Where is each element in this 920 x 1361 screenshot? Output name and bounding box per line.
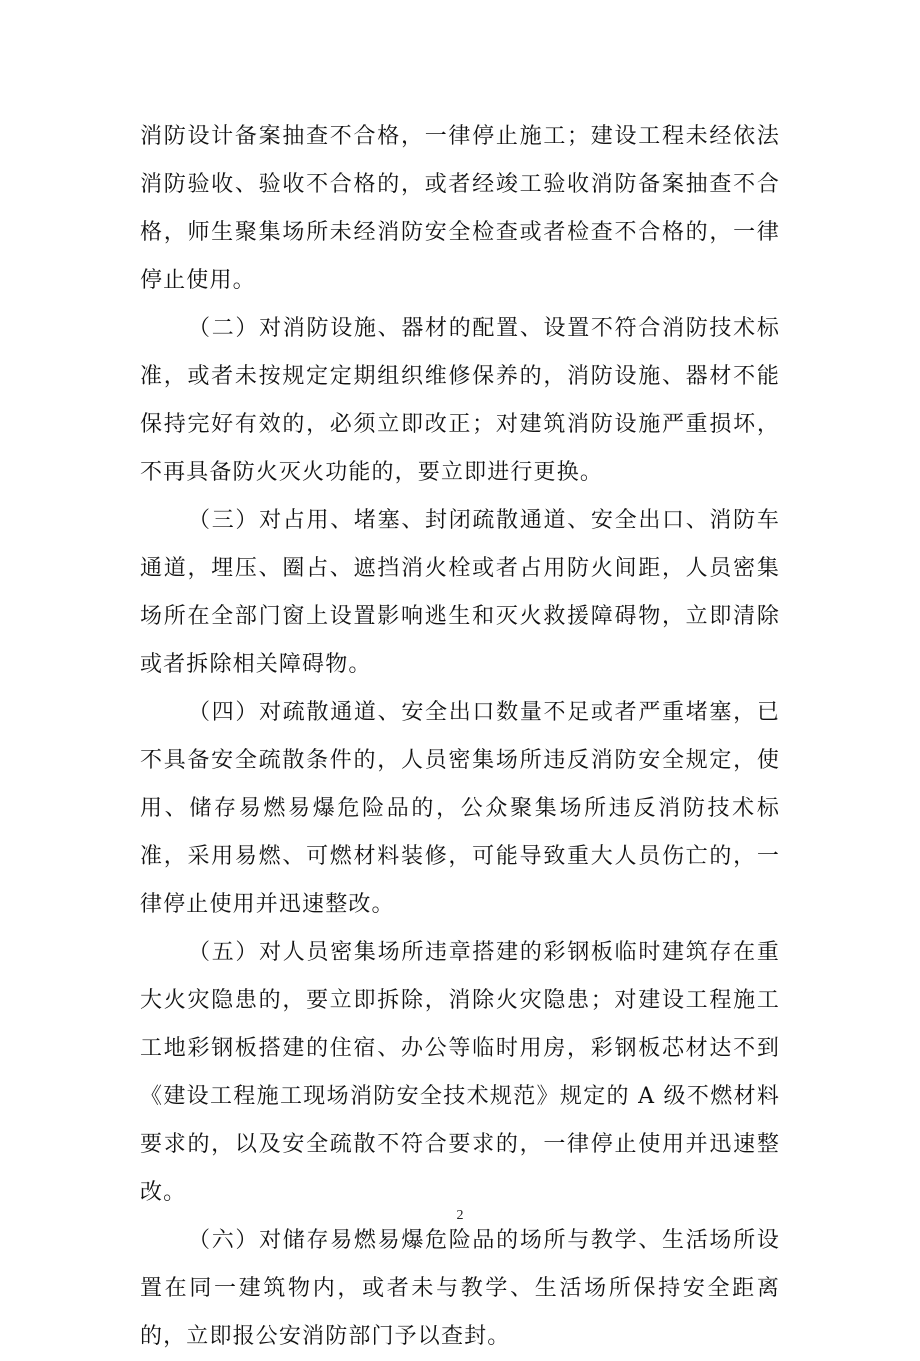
paragraph-item-2: （二）对消防设施、器材的配置、设置不符合消防技术标准，或者未按规定定期组织维修保养的，消防设施、器材不能保持完好有效的，必须立即改正；对建筑消防设施严重损坏，不再具备防火灭火功能的，要立即进行更换。: [140, 316, 780, 485]
paragraph-continued: 消防设计备案抽查不合格，一律停止施工；建设工程未经依法消防验收、验收不合格的，或者经竣工验收消防备案抽查不合格，师生聚集场所未经消防安全检查或者检查不合格的，一律停止使用。: [140, 124, 780, 293]
document-body: [140, 113, 780, 1361]
paragraph-item-3: （三）对占用、堵塞、封闭疏散通道、安全出口、消防车通道，埋压、圈占、遮挡消火栓或者占用防火间距，人员密集场所在全部门窗上设置影响逃生和灭火救援障碍物，立即清除或者拆除相关障碍物。: [140, 508, 780, 677]
paragraph-item-5: （五）对人员密集场所违章搭建的彩钢板临时建筑存在重大火灾隐患的，要立即拆除，消除火灾隐患；对建设工程施工工地彩钢板搭建的住宿、办公等临时用房，彩钢板芯材达不到《建设工程施工现场消防安全技术规范》规定的 A 级不燃材料要求的，以及安全疏散不符合要求的，一律停止使用并迅速整改。: [140, 940, 780, 1205]
page-number: 2: [456, 1208, 464, 1223]
paragraph-item-4: （四）对疏散通道、安全出口数量不足或者严重堵塞，已不具备安全疏散条件的，人员密集场所违反消防安全规定，使用、储存易燃易爆危险品的，公众聚集场所违反消防技术标准，采用易燃、可燃材料装修，可能导致重大人员伤亡的，一律停止使用并迅速整改。: [140, 700, 780, 917]
paragraph-item-6: （六）对储存易燃易爆危险品的场所与教学、生活场所设置在同一建筑物内，或者未与教学、生活场所保持安全距离的，立即报公安消防部门予以查封。: [140, 1228, 780, 1349]
